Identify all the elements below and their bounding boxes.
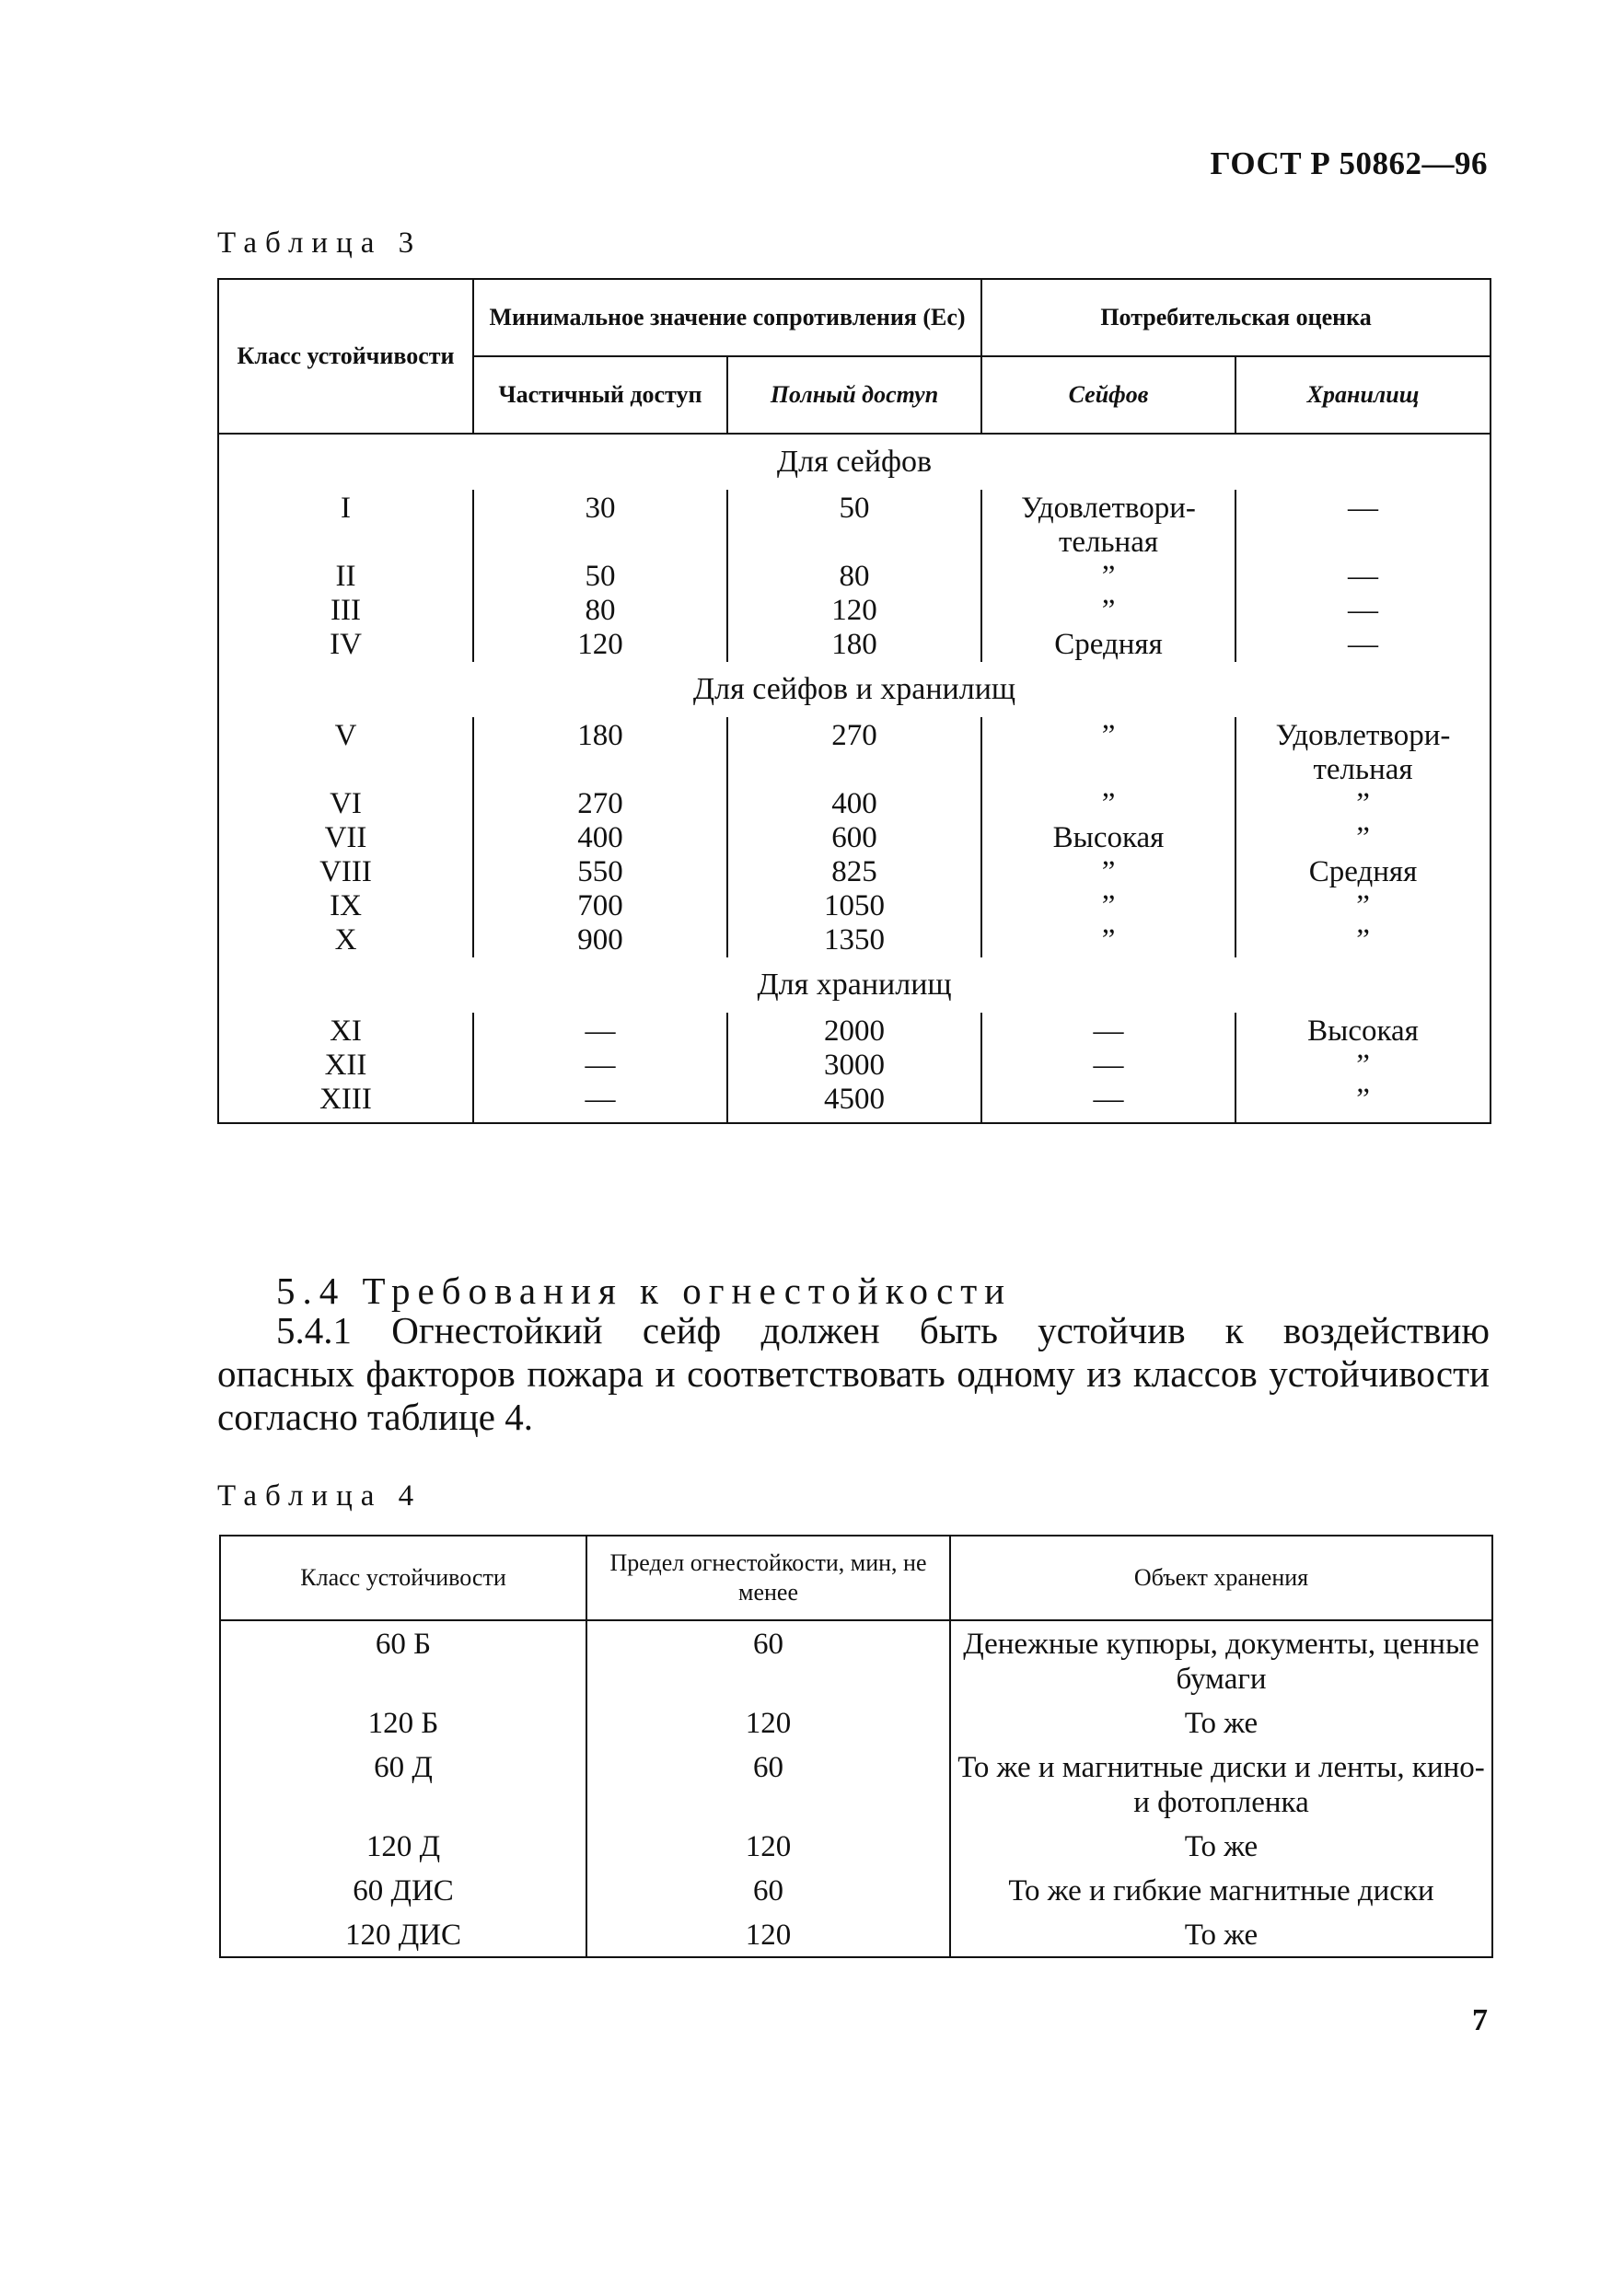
table3-cell-safes: ” (981, 594, 1235, 628)
table3-cell-safes: Средняя (981, 628, 1235, 662)
table3-row (218, 1083, 1491, 1123)
table3-cell-full: 4500 (727, 1083, 981, 1123)
table4-row (220, 1868, 1492, 1912)
table4-cell-cls: 120 Б (220, 1700, 586, 1745)
paragraph-rest: опасных факторов пожара и соответствовать одному из классов устойчивости согласно таблице 4. (217, 1352, 1490, 1438)
page-number: 7 (1472, 2003, 1488, 2037)
table4-cell-object: То же (950, 1912, 1492, 1957)
table3-cell-full: 180 (727, 628, 981, 662)
table4-cell-limit: 60 (586, 1868, 950, 1912)
table3-cell-full: 825 (727, 855, 981, 889)
table3-cell-safes: ” (981, 923, 1235, 957)
table3-cell-cls: VIII (218, 855, 473, 889)
table4-cell-limit: 60 (586, 1745, 950, 1824)
table3-row (218, 889, 1491, 923)
table4-cell-limit: 120 (586, 1824, 950, 1868)
table3-cell-vaults: ” (1235, 1083, 1491, 1123)
table3-cell-vaults: — (1235, 490, 1491, 560)
table3-cell-partial: — (473, 1013, 727, 1049)
table3 (217, 278, 1491, 1124)
section-title: 5.4 Требования к огнестойкости (276, 1270, 1013, 1312)
table3-row (218, 560, 1491, 594)
table3-cell-partial: 80 (473, 594, 727, 628)
table3-cell-vaults: ” (1235, 923, 1491, 957)
table3-header-min-value: Минимальное значение сопротивления (Ес) (473, 279, 981, 356)
table3-row (218, 1049, 1491, 1083)
table4-row (220, 1620, 1492, 1700)
table3-header-safes: Сейфов (981, 356, 1235, 434)
table3-cell-vaults: — (1235, 628, 1491, 662)
table4 (219, 1535, 1493, 1958)
table3-row (218, 855, 1491, 889)
table3-cell-cls: XI (218, 1013, 473, 1049)
table4-row (220, 1700, 1492, 1745)
table3-cell-vaults: ” (1235, 787, 1491, 821)
table4-cell-object: То же (950, 1824, 1492, 1868)
table3-cell-safes: ” (981, 855, 1235, 889)
table3-cell-safes: — (981, 1049, 1235, 1083)
table3-cell-safes: Высокая (981, 821, 1235, 855)
table3-cell-safes: Удовлетвори- тельная (981, 490, 1235, 560)
table4-cell-limit: 60 (586, 1620, 950, 1700)
table3-cell-cls: IX (218, 889, 473, 923)
table4-row (220, 1912, 1492, 1957)
table3-cell-partial: — (473, 1083, 727, 1123)
table3-section-title: Для сейфов (218, 434, 1491, 490)
table3-cell-full: 3000 (727, 1049, 981, 1083)
table4-cell-object: То же и гибкие магнитные диски (950, 1868, 1492, 1912)
table4-cell-object: То же и магнитные диски и ленты, кино- и фотопленка (950, 1745, 1492, 1824)
table3-cell-partial: 120 (473, 628, 727, 662)
table3-header-vaults: Хранилищ (1235, 356, 1491, 434)
table3-cell-partial: 700 (473, 889, 727, 923)
table3-section-row (218, 434, 1491, 490)
table3-cell-cls: II (218, 560, 473, 594)
table3-cell-cls: XII (218, 1049, 473, 1083)
table4-header-limit: Предел огнестойкости, мин, не менее (586, 1536, 950, 1620)
table3-cell-safes: — (981, 1013, 1235, 1049)
table3-cell-vaults: Высокая (1235, 1013, 1491, 1049)
table3-cell-full: 2000 (727, 1013, 981, 1049)
table3-header-class: Класс устойчивости (218, 279, 473, 434)
table3-cell-cls: IV (218, 628, 473, 662)
table3-caption: Таблица 3 (217, 226, 423, 260)
table4-row (220, 1824, 1492, 1868)
table3-header-partial: Частичный доступ (473, 356, 727, 434)
table4-cell-cls: 60 ДИС (220, 1868, 586, 1912)
table3-cell-vaults: Удовлетвори- тельная (1235, 717, 1491, 787)
table4-cell-cls: 60 Д (220, 1745, 586, 1824)
standard-header: ГОСТ Р 50862—96 (1210, 145, 1488, 181)
table3-row (218, 787, 1491, 821)
table3-section-row (218, 957, 1491, 1013)
table3-cell-partial: 180 (473, 717, 727, 787)
table3-cell-vaults: — (1235, 560, 1491, 594)
table4-cell-cls: 120 Д (220, 1824, 586, 1868)
table3-row (218, 1013, 1491, 1049)
table3-cell-cls: VI (218, 787, 473, 821)
table3-section-title: Для хранилищ (218, 957, 1491, 1013)
table3-cell-cls: V (218, 717, 473, 787)
table3-cell-cls: VII (218, 821, 473, 855)
table3-header-full: Полный доступ (727, 356, 981, 434)
table3-section-row (218, 662, 1491, 717)
table3-cell-full: 120 (727, 594, 981, 628)
table3-cell-safes: — (981, 1083, 1235, 1123)
table3-cell-vaults: Средняя (1235, 855, 1491, 889)
table4-body (220, 1620, 1492, 1957)
table3-cell-safes: ” (981, 787, 1235, 821)
table3-cell-partial: 400 (473, 821, 727, 855)
table3-section-title: Для сейфов и хранилищ (218, 662, 1491, 717)
table3-row (218, 821, 1491, 855)
table3-body (218, 434, 1491, 1123)
table3-cell-full: 600 (727, 821, 981, 855)
table4-cell-cls: 120 ДИС (220, 1912, 586, 1957)
table3-row (218, 717, 1491, 787)
table3-cell-vaults: ” (1235, 821, 1491, 855)
table4-cell-limit: 120 (586, 1700, 950, 1745)
table4-caption: Таблица 4 (217, 1479, 423, 1513)
table3-cell-partial: 900 (473, 923, 727, 957)
table4-header-object: Объект хранения (950, 1536, 1492, 1620)
table3-cell-cls: XIII (218, 1083, 473, 1123)
table4-cell-object: Денежные купюры, документы, ценные бумаги (950, 1620, 1492, 1700)
table4-cell-cls: 60 Б (220, 1620, 586, 1700)
table3-header-consumer: Потребительская оценка (981, 279, 1491, 356)
table3-row (218, 628, 1491, 662)
table4-row (220, 1745, 1492, 1824)
table3-cell-partial: 550 (473, 855, 727, 889)
table3-cell-full: 1350 (727, 923, 981, 957)
table3-cell-vaults: ” (1235, 1049, 1491, 1083)
table4-cell-object: То же (950, 1700, 1492, 1745)
table3-cell-full: 80 (727, 560, 981, 594)
table3-row (218, 490, 1491, 560)
table3-row (218, 594, 1491, 628)
table3-cell-full: 270 (727, 717, 981, 787)
table3-cell-cls: III (218, 594, 473, 628)
table3-cell-safes: ” (981, 717, 1235, 787)
table3-cell-vaults: ” (1235, 889, 1491, 923)
table4-cell-limit: 120 (586, 1912, 950, 1957)
table3-cell-partial: 30 (473, 490, 727, 560)
table3-cell-safes: ” (981, 889, 1235, 923)
table3-cell-partial: — (473, 1049, 727, 1083)
table3-cell-cls: X (218, 923, 473, 957)
table3-cell-full: 1050 (727, 889, 981, 923)
table3-cell-partial: 270 (473, 787, 727, 821)
table3-row (218, 923, 1491, 957)
table3-cell-cls: I (218, 490, 473, 560)
table3-cell-full: 400 (727, 787, 981, 821)
table3-cell-partial: 50 (473, 560, 727, 594)
table4-header-class: Класс устойчивости (220, 1536, 586, 1620)
table3-cell-full: 50 (727, 490, 981, 560)
paragraph-first-line: 5.4.1 Огнестойкий сейф должен быть устойчив к воздействию (276, 1309, 1490, 1351)
table3-cell-safes: ” (981, 560, 1235, 594)
table3-cell-vaults: — (1235, 594, 1491, 628)
section-paragraph (217, 1309, 1490, 1439)
